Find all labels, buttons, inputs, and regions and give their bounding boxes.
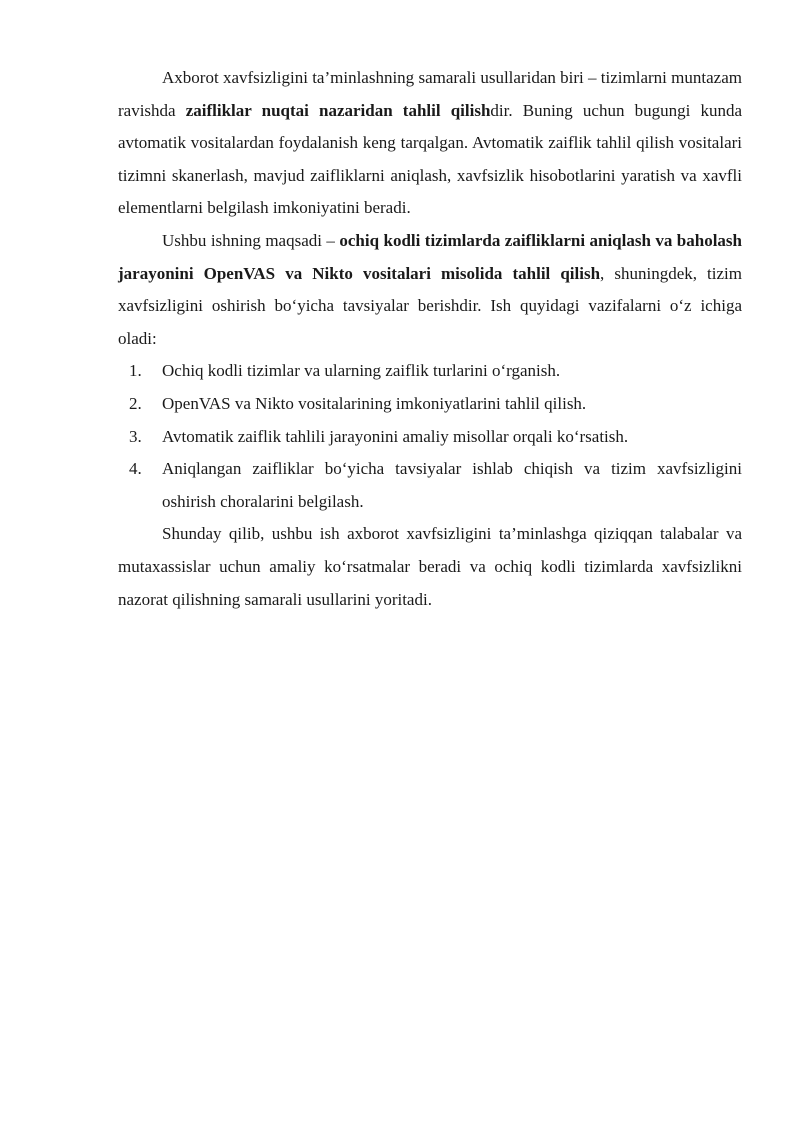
- list-item-number: 1.: [129, 361, 142, 381]
- list-item-number: 4.: [129, 459, 142, 479]
- conclusion-text: Shunday qilib, ushbu ish axborot xavfsizligini ta’minlashga qiziqqan talabalar va mutaxassislar uchun amaliy ko‘rsatmalar beradi va ochiq kodli tizimlarda xavfsizlikni nazorat qilishning samarali usullarini yoritadi.: [118, 524, 742, 609]
- list-item: [118, 388, 742, 421]
- list-item-number: 2.: [129, 393, 142, 413]
- goal-text-start: Ushbu ishning maqsadi –: [162, 230, 340, 250]
- list-item-text: OpenVAS va Nikto vositalarining imkoniyatlarini tahlil qilish.: [162, 393, 587, 413]
- intro-text-end: dir. Buning uchun bugungi kunda avtomatik vositalardan foydalanish keng tarqalgan. Avtomatik zaiflik tahlil qilish vositalari tizimni skanerlash, mavjud zaifliklarni aniqlash, xavfsizlik hisobotlarini yaratish va xavfli elementlarni belgilash imkoniyatini beradi.: [118, 100, 742, 218]
- list-item: [118, 453, 742, 518]
- list-item-text: Avtomatik zaiflik tahlili jarayonini amaliy misollar orqali ko‘rsatish.: [162, 426, 629, 446]
- goal-bold-phrase: ochiq kodli tizimlarda zaifliklarni aniqlash va baholash jarayonini OpenVAS va Nikto vositalari misolida tahlil qilish: [118, 230, 742, 283]
- tasks-list: [118, 355, 742, 518]
- intro-bold-phrase: zaifliklar nuqtai nazaridan tahlil qilish: [185, 100, 491, 120]
- list-item: [118, 421, 742, 454]
- list-item-number: 3.: [129, 426, 142, 446]
- list-item: [118, 355, 742, 388]
- intro-text-start: Axborot xavfsizligini ta’minlashning samarali usullaridan biri – tizimlarni muntazam ravishda: [118, 68, 742, 120]
- list-item-text: Ochiq kodli tizimlar va ularning zaiflik turlarini o‘rganish.: [162, 361, 561, 381]
- list-item-text: Aniqlangan zaifliklar bo‘yicha tavsiyalar ishlab chiqish va tizim xavfsizligini oshirish choralarini belgilash.: [162, 459, 742, 511]
- conclusion-paragraph: [118, 518, 742, 616]
- document-page: [118, 62, 742, 616]
- goal-paragraph: [118, 225, 742, 355]
- intro-paragraph: [118, 62, 742, 225]
- goal-text-end: , shuningdek, tizim xavfsizligini oshirish bo‘yicha tavsiyalar berishdir. Ish quyidagi vazifalarni o‘z ichiga oladi:: [118, 263, 742, 348]
